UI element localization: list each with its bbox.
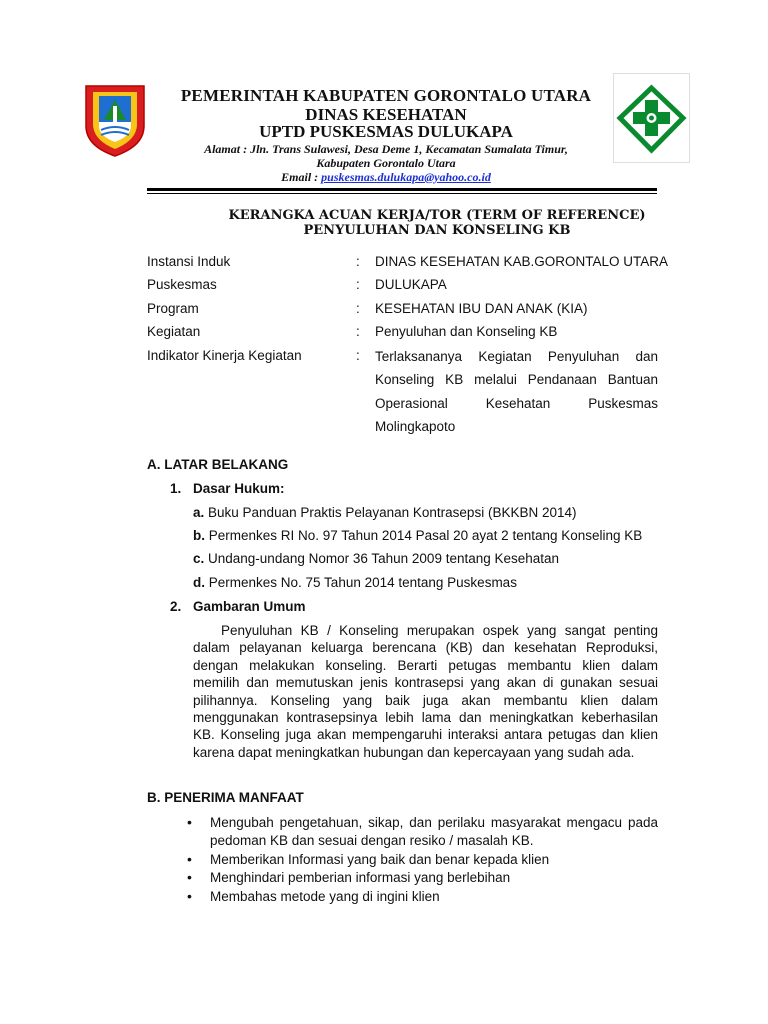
info-value-program: KESEHATAN IBU DAN ANAK (KIA) [375, 301, 588, 316]
bullet-icon: • [187, 869, 192, 885]
manfaat-item: Memberikan Informasi yang baik dan benar kepada klien [210, 852, 550, 867]
item-letter: a. [193, 505, 205, 520]
section-b-heading: B. PENERIMA MANFAAT [147, 790, 304, 805]
info-label-indikator: Indikator Kinerja Kegiatan [147, 348, 302, 363]
info-label-program: Program [147, 301, 199, 316]
paragraph-line: Penyuluhan KB / Konseling merupakan ospek yang sangat penting [221, 623, 658, 638]
info-label-puskesmas: Puskesmas [147, 277, 217, 292]
manfaat-item: Menghindari pemberian informasi yang berlebihan [210, 870, 511, 885]
header-email [148, 170, 624, 185]
gorontalo-utara-emblem [84, 82, 146, 158]
paragraph-line: KB. Konseling juga akan mempengaruhi interaksi antara petugas dan klien [193, 727, 658, 743]
item-text: Undang-undang Nomor 36 Tahun 2009 tentang Kesehatan [204, 551, 560, 566]
email-label: Email : [281, 170, 319, 184]
header-divider-thin [147, 193, 657, 194]
dasar-hukum-heading: Dasar Hukum: [193, 481, 285, 496]
item-text: Permenkes No. 75 Tahun 2014 tentang Puskesmas [205, 575, 517, 590]
manfaat-item [210, 814, 658, 850]
bullet-icon: • [187, 851, 192, 867]
indikator-line: Operasional Kesehatan Puskesmas [375, 395, 658, 411]
dasar-hukum-item [193, 551, 559, 566]
gambaran-umum-paragraph [193, 622, 658, 761]
dasar-hukum-item [193, 505, 577, 520]
item-number-2: 2. [170, 599, 182, 614]
item-text: Permenkes RI No. 97 Tahun 2014 Pasal 20 ayat 2 tentang Konseling KB [205, 528, 643, 543]
header-department: DINAS KESEHATAN [305, 105, 467, 124]
info-label-kegiatan: Kegiatan [147, 324, 201, 339]
dasar-hukum-item [193, 528, 642, 543]
dasar-hukum-item [193, 575, 517, 590]
item-number-1: 1. [170, 481, 182, 496]
header-address-line1: Alamat : Jln. Trans Sulawesi, Desa Deme 1, Kecamatan Sumalata Timur, [204, 142, 568, 156]
gambaran-umum-heading: Gambaran Umum [193, 599, 306, 614]
item-letter: c. [193, 551, 205, 566]
indikator-line: Konseling KB melalui Pendanaan Bantuan [375, 372, 658, 388]
header-government: PEMERINTAH KABUPATEN GORONTALO UTARA [180, 86, 592, 105]
item-letter: b. [193, 528, 205, 543]
item-text: Buku Panduan Praktis Pelayanan Kontrasepsi (BKKBN 2014) [204, 505, 577, 520]
info-colon: : [356, 324, 360, 339]
info-colon: : [356, 254, 360, 269]
manfaat-line: Mengubah pengetahuan, sikap, dan perilaku masyarakat mengacu pada [210, 815, 658, 830]
document-title: KERANGKA ACUAN KERJA/TOR (TERM OF REFERENCE) [228, 208, 646, 223]
indikator-line: Molingkapoto [375, 419, 456, 435]
paragraph-line: karena dapat meningkatkan hubungan dan kepercayaan yang sudah ada. [193, 744, 635, 760]
info-value-puskesmas: DULUKAPA [375, 277, 447, 292]
puskesmas-logo [613, 73, 690, 163]
email-link[interactable]: puskesmas.dulukapa@yahoo.co.id [321, 170, 491, 184]
info-value-kegiatan: Penyuluhan dan Konseling KB [375, 324, 558, 339]
info-colon: : [356, 277, 360, 292]
manfaat-item: Membahas metode yang di ingini klien [210, 889, 440, 904]
info-colon: : [356, 301, 360, 316]
paragraph-line: dengan melakukan konseling. Berarti petugas membantu klien dalam [193, 657, 658, 673]
item-letter: d. [193, 575, 205, 590]
bullet-icon: • [187, 888, 192, 904]
indikator-line: Terlaksananya Kegiatan Penyuluhan dan [375, 349, 658, 364]
info-value-instansi: DINAS KESEHATAN KAB.GORONTALO UTARA [375, 254, 669, 269]
header-puskesmas: UPTD PUSKESMAS DULUKAPA [259, 122, 513, 141]
info-value-indikator [375, 345, 658, 439]
paragraph-line: dalam pelayanan keluarga berencana (KB) dan kesehatan Reproduksi, [193, 640, 658, 656]
section-a-heading: A. LATAR BELAKANG [147, 457, 289, 472]
bullet-icon: • [187, 814, 192, 830]
header-address-line2: Kabupaten Gorontalo Utara [316, 156, 456, 170]
paragraph-line: pilihannya. Konseling yang baik juga akan membantu klien dalam [193, 692, 658, 708]
paragraph-line: menggunakan kontrasepsinya lebih lama dan meningkatkan keberhasilan [193, 710, 658, 726]
paragraph-line: memilih dan memutuskan jenis kontrasepsi yang akan di gunakan sesuai [193, 675, 658, 691]
header-divider-thick [147, 188, 657, 191]
manfaat-line: pedoman KB dan sesuai dengan resiko / masalah KB. [210, 833, 534, 848]
info-label-instansi: Instansi Induk [147, 254, 231, 269]
info-colon: : [356, 348, 360, 363]
document-subtitle: PENYULUHAN DAN KONSELING KB [303, 223, 571, 238]
